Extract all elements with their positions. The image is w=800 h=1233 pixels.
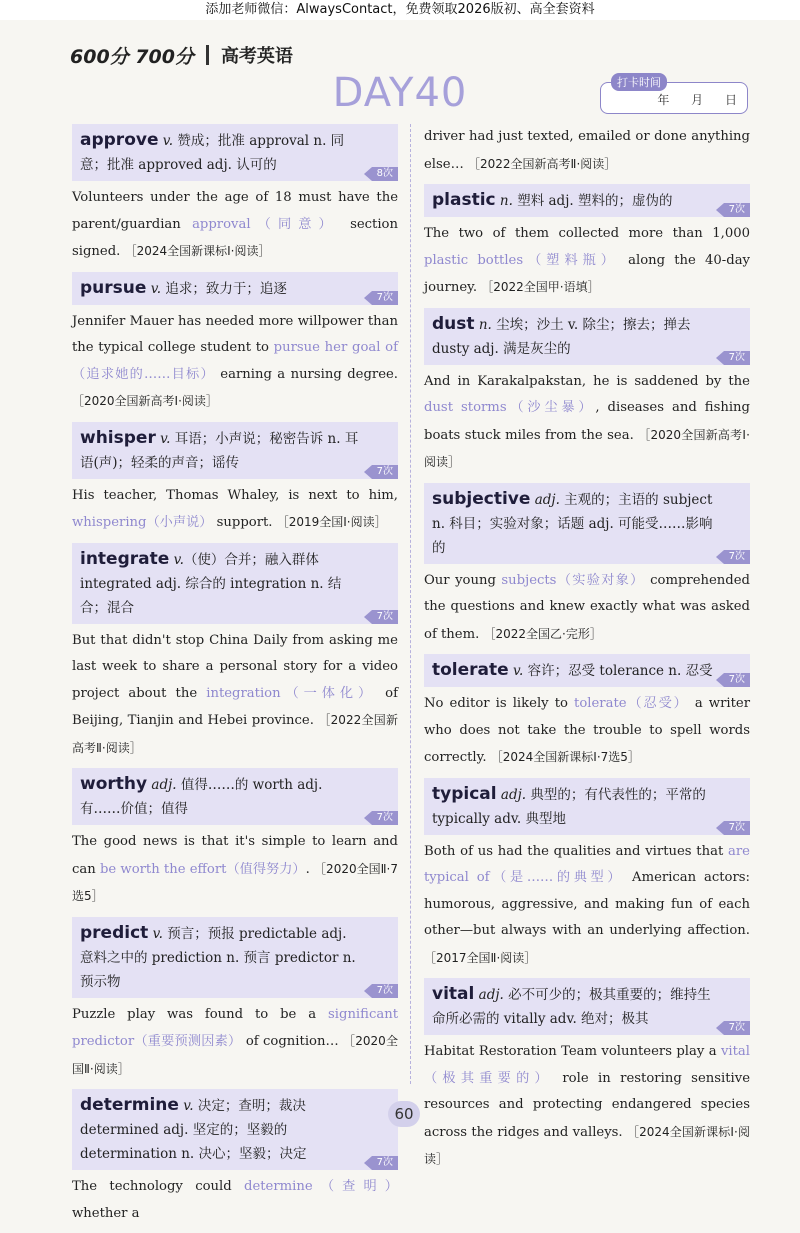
example-text: The two of them collected more than 1,000 [424,226,750,241]
example-source: ［2024全国新课标Ⅰ·阅读］ [424,1124,750,1166]
example-highlight: dust storms（沙尘暴） [424,400,596,415]
headword: typical [432,783,497,804]
vocab-entry [424,184,750,302]
vocab-entry [72,124,398,266]
checkin-box [600,76,748,114]
definition-box [424,778,750,835]
example-text: a writer who does not take the trouble to spell words correctly. [424,696,750,765]
headword: dust [432,313,475,334]
definition-text: 塑料 adj. 塑料的；虚伪的 [512,193,673,209]
headword: worthy [80,774,148,794]
frequency-badge: 7次 [372,984,398,998]
example-text: Jennifer Mauer has needed more willpower than the typical college student to [72,313,398,355]
definition-box [424,483,750,564]
example-text: comprehended the questions and knew exactly what was asked of them. [424,572,750,642]
example-sentence [72,628,398,763]
vocab-entry [424,308,750,477]
right-column [424,124,750,1180]
frequency-badge: 8次 [372,167,398,181]
part-of-speech: v. [162,133,174,149]
example-text: section signed. [72,216,398,259]
vocab-entry [424,483,750,649]
example-text: American actors: humorous, aggressive, and making fun of each other—but always with an underlying affection. [424,870,750,938]
part-of-speech: v. [183,1098,194,1114]
example-text: whether a [72,1205,140,1221]
definition-text: 容许；忍受 tolerance n. 忍受 [523,663,713,679]
definition-box [72,272,398,305]
example-sentence [72,483,398,537]
example-sentence [72,185,398,266]
example-highlight: subjects（实验对象） [501,572,645,588]
headword: subjective [432,488,531,509]
checkin-tag: 打卡时间 [611,73,667,91]
part-of-speech: v. [512,663,524,679]
frequency-badge: 7次 [372,465,398,479]
frequency-badge: 7次 [372,1156,398,1170]
example-text: earning a nursing degree. [214,366,398,382]
definition-text: （使）合并；融入群体 integrated adj. 综合的 integration n. 结合；混合 [80,551,342,616]
checkin-date-fields: 年 月 日 [657,93,737,107]
example-text: role in restoring sensitive resources and protecting endangered species across the ridges and valleys. [424,1070,751,1140]
example-text: Both of us had the qualities and virtues that [424,843,729,859]
headword: whisper [80,427,156,448]
example-source: ［2020全国新高考Ⅰ·阅读］ [424,427,750,469]
example-sentence [72,1174,398,1227]
definition-text: 耳语；小声说；秘密告诉 n. 耳语(声)；轻柔的声音；谣传 [80,430,359,471]
left-column [72,124,398,1233]
part-of-speech: v. [150,280,162,297]
example-text: along the 40-day journey. [424,252,751,295]
example-source: ［2022全国甲·语填］ [481,280,600,294]
definition-text: 赞成；批准 approval n. 同意；批准 approved adj. 认可的 [80,133,345,173]
frequency-badge: 7次 [724,673,750,687]
frequency-badge: 7次 [724,550,750,564]
example-highlight: pursue her goal of（追求她的……目标） [72,340,398,382]
example-text: Puzzle play was found to be a [72,1006,329,1022]
example-source: ［2024全国新课标Ⅰ·阅读］ [124,244,271,258]
example-source: ［2019全国Ⅰ·阅读］ [276,515,387,529]
example-sentence [424,369,750,477]
example-sentence [424,221,750,302]
book-brand [70,40,293,70]
example-highlight: integration（一体化） [206,685,377,701]
headword: tolerate [432,660,509,680]
example-sentence [72,1002,398,1084]
example-text: Our young [424,572,502,588]
frequency-badge: 7次 [724,203,750,217]
definition-box [72,422,398,479]
frequency-badge: 7次 [724,1021,750,1035]
example-highlight: approval（同意） [192,216,339,232]
vocab-entry [72,422,398,537]
vocab-entry [72,272,398,416]
definition-box [424,308,750,365]
example-source: ［2024全国新课标Ⅰ·7选5］ [490,750,640,764]
frequency-badge: 7次 [372,610,398,624]
example-text: No editor is likely to [424,696,575,711]
definition-text: 决定；查明；裁决 determined adj. 坚定的；坚毅的 determination n. 决心；坚毅；决定 [80,1098,307,1162]
example-text: Volunteers under the age of 18 must have the parent/guardian [72,190,398,232]
frequency-badge: 7次 [724,821,750,835]
example-source: ［2017全国Ⅱ·阅读］ [424,950,537,965]
example-source: ［2022全国新高考Ⅱ·阅读］ [72,713,398,755]
part-of-speech: adj. [534,491,560,508]
example-text: of cognition… [241,1034,339,1049]
definition-text: 值得……的 worth adj. 有……价值；值得 [80,777,323,817]
definition-text: 主观的；主语的 subject n. 科目；实验对象；话题 adj. 可能受……影响的 [432,491,713,556]
example-sentence [72,829,398,911]
definition-box [72,1089,398,1170]
definition-text: 预言；预报 predictable adj. 意料之中的 prediction n. 预言 predictor n. 预示物 [80,925,356,990]
definition-box [424,184,750,217]
part-of-speech: v. [160,430,171,447]
headword: vital [432,984,475,1004]
example-source: ［2020全国Ⅱ·阅读］ [72,1034,398,1076]
vocab-entry [72,543,398,763]
example-sentence [424,839,750,973]
part-of-speech: v. [173,551,184,568]
example-text: , diseases and fishing boats stuck miles from the sea. [424,400,750,443]
frequency-badge: 7次 [372,811,398,825]
definition-box [72,768,398,825]
definition-text: 典型的；有代表性的；平常的 typically adv. 典型地 [432,786,706,827]
part-of-speech: v. [152,925,163,942]
headword: predict [80,922,149,943]
vocab-entry [72,1089,398,1227]
example-highlight: vital（极其重要的） [424,1044,750,1086]
definition-text: 尘埃；沙土 v. 除尘；擦去；掸去 dusty adj. 满是灰尘的 [432,316,691,357]
definition-box [72,917,398,998]
part-of-speech: n. [499,193,513,209]
definition-box [72,543,398,624]
headword: integrate [80,548,170,569]
example-text: . [305,861,310,877]
part-of-speech: n. [478,316,492,333]
example-highlight: are typical of（是……的典型） [424,843,750,885]
headword: pursue [80,277,147,298]
example-source: ［2020全国Ⅱ·7选5］ [72,861,398,903]
frequency-badge: 7次 [724,351,750,365]
definition-text: 追求；致力于；追逐 [161,280,287,297]
promo-banner: 添加老师微信：AlwaysContact，免费领取2026版初、高全套资料 [0,0,800,20]
continued-example [424,124,750,178]
example-highlight: whispering（小声说） [72,515,213,530]
example-highlight: significant predictor（重要预测因素） [72,1006,398,1049]
vocab-entry [424,778,750,973]
continued-text: driver had just texted, emailed or done anything else… [424,129,750,172]
brand-book-title: 高考英语 [220,46,293,67]
example-sentence [424,568,750,649]
brand-divider [206,45,209,65]
frequency-badge: 7次 [372,291,398,305]
example-text: The technology could [72,1179,245,1194]
example-text: His teacher, Thomas Whaley, is next to him, [72,487,398,503]
vocab-entry [424,654,750,772]
headword: determine [80,1095,179,1115]
example-highlight: determine（查明） [244,1179,398,1194]
example-highlight: tolerate（忍受） [574,696,689,711]
example-sentence [424,1039,750,1174]
vocab-entry [72,917,398,1084]
page-number: 60 [388,1101,420,1127]
brand-score: 600分 700分 [70,45,194,68]
column-divider [410,124,411,1084]
example-highlight: plastic bottles（塑料瓶） [424,252,619,268]
example-highlight: be worth the effort（值得努力） [99,861,306,877]
example-text: support. [212,515,273,530]
headword: plastic [432,190,496,210]
example-text: Habitat Restoration Team volunteers play a [424,1044,721,1059]
part-of-speech: adj. [478,987,504,1003]
example-source: ［2022全国乙·完形］ [483,626,602,641]
definition-box [424,978,750,1035]
definition-box [72,124,398,181]
example-sentence [72,309,398,416]
example-sentence [424,691,750,772]
day-title: DAY40 [332,70,468,116]
vocab-entry [424,978,750,1174]
example-text: The good news is that it's simple to learn and can [72,834,398,877]
definition-text: 必不可少的；极其重要的；维持生命所必需的 vitally adv. 绝对；极其 [432,987,711,1027]
part-of-speech: adj. [151,777,177,793]
definition-box [424,654,750,687]
example-source: ［2020全国新高考Ⅰ·阅读］ [72,394,218,408]
example-text: of Beijing, Tianjin and Hebei province. [72,685,398,728]
example-text: But that didn't stop China Daily from asking me last week to share a personal story for a video project about the [72,632,398,701]
headword: approve [80,130,159,150]
example-text: And in Karakalpakstan, he is saddened by the [424,373,750,389]
continued-source: ［2022全国新高考Ⅱ·阅读］ [468,156,617,171]
vocab-entry [72,768,398,911]
part-of-speech: adj. [500,786,527,803]
